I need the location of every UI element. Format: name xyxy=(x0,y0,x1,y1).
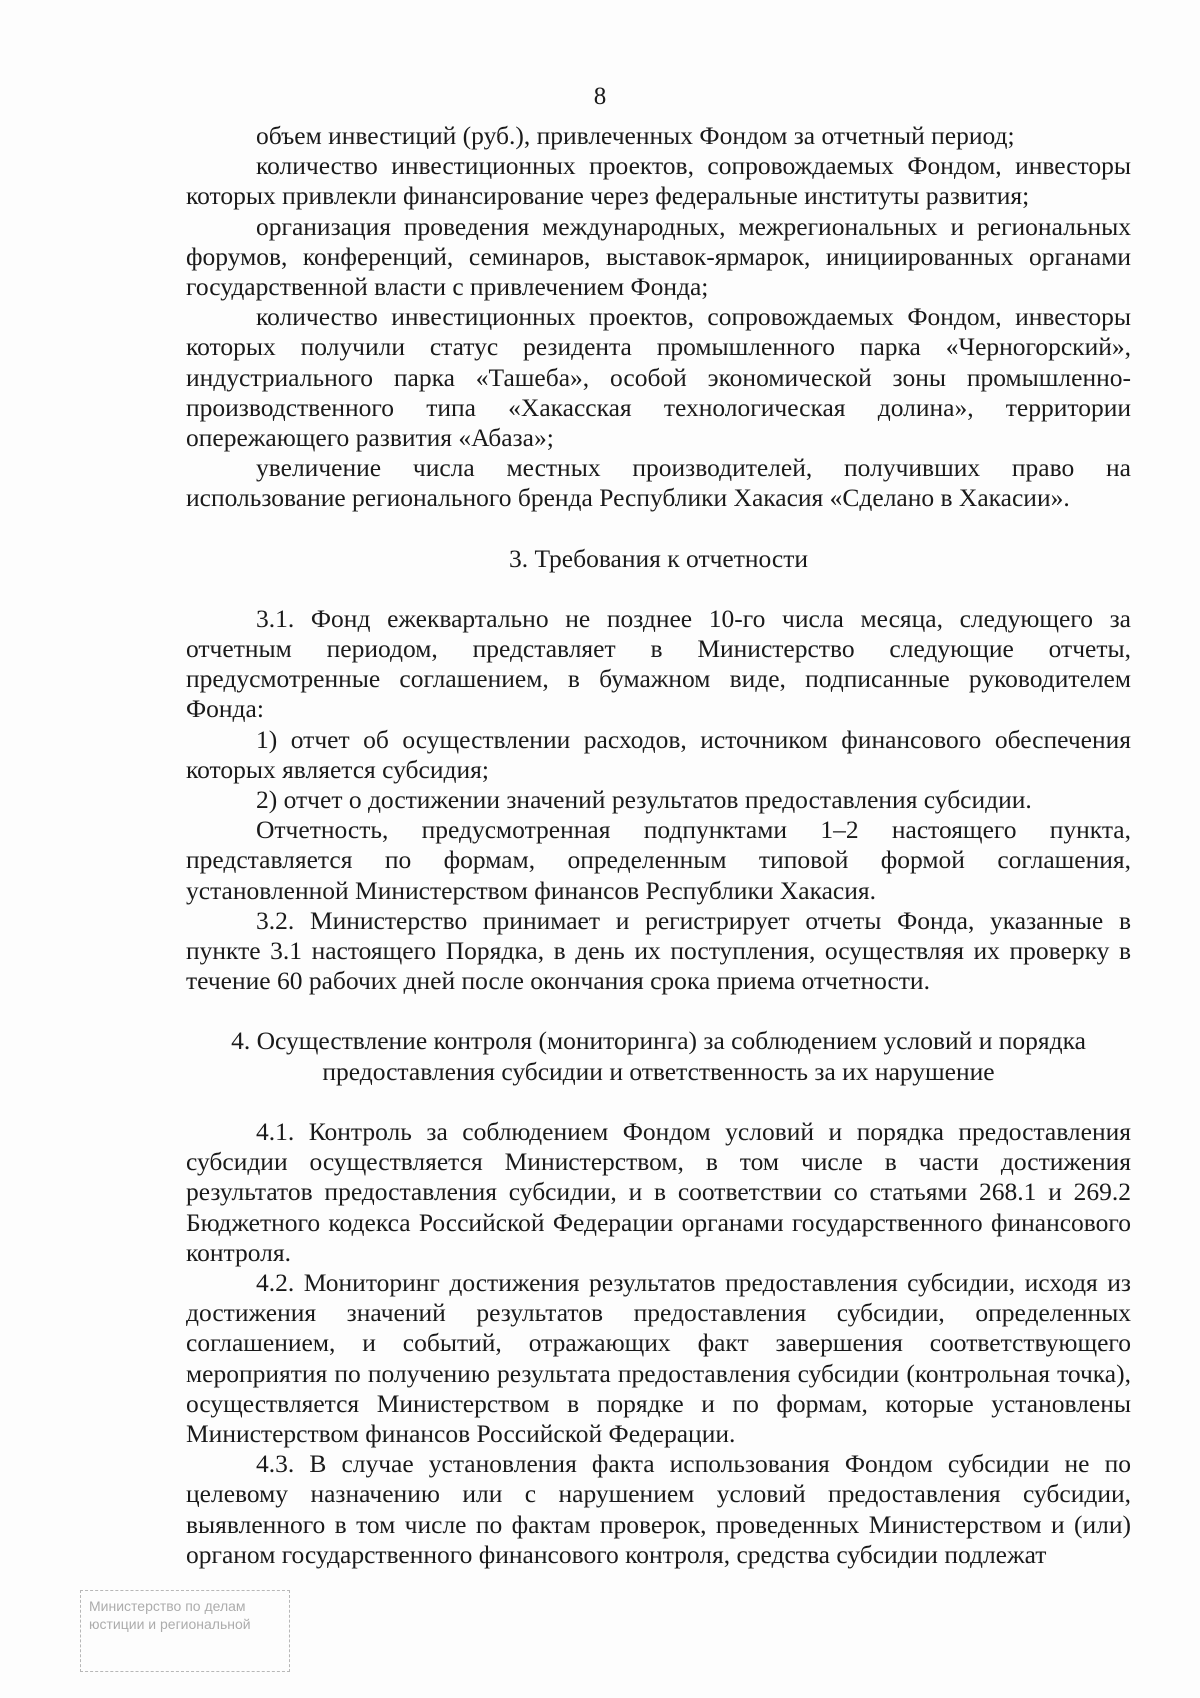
paragraph: объем инвестиций (руб.), привлеченных Фондом за отчетный период; xyxy=(256,121,1015,150)
paragraph: организация проведения международных, межрегиональных и региональных форумов, конференций, семинаров, выставок-ярмарок, инициированных органами государственной власти с привлечением Фонда; xyxy=(186,211,1131,302)
section-4-heading-line-1: 4. Осуществление контроля (мониторинга) за соблюдением условий и порядка xyxy=(231,1026,1086,1056)
paragraph: увеличение числа местных производителей, получивших право на использование регионального бренда Республики Хакасия «Сделано в Хакасии». xyxy=(186,453,1131,513)
paragraph-reporting: Отчетность, предусмотренная подпунктами 1–2 настоящего пункта, представляется по формам, определенным типовой формой соглашения, установленной Министерством финансов Республики Хакасия. xyxy=(186,815,1131,905)
document-body xyxy=(186,121,1131,1570)
section-3-heading: 3. Требования к отчетности xyxy=(508,543,809,573)
stamp-line-1: Министерство по делам xyxy=(89,1598,246,1614)
list-item-2: 2) отчет о достижении значений результатов предоставления субсидии. xyxy=(256,785,1032,815)
registration-stamp xyxy=(80,1590,290,1672)
paragraph-4-2: 4.2. Мониторинг достижения результатов предоставления субсидии, исходя из достижения значений результатов предоставления субсидии, определенных соглашением, и событий, отражающих факт завершения соответствующего мероприятия по получению результата предоставления субсидии (контрольная точка), осуществляется Министерством в порядке и по формам, которые установлены Министерством финансов Российской Федерации. xyxy=(186,1267,1131,1448)
paragraph-4-3: 4.3. В случае установления факта использования Фондом субсидии не по целевому назначению или с нарушением условий предоставления субсидии, выявленного в том числе по фактам проверок, проведенных Министерством и (или) органом государственного финансового контроля, средства субсидии подлежат xyxy=(186,1449,1131,1569)
section-4-heading-line-2: предоставления субсидии и ответственность за их нарушение xyxy=(322,1056,995,1086)
paragraph-3-1: 3.1. Фонд ежеквартально не позднее 10-го числа месяца, следующего за отчетным периодом, представляет в Министерство следующие отчеты, предусмотренные соглашением, в бумажном виде, подписанные руководителем Фонда: xyxy=(186,603,1131,724)
stamp-line-2: юстиции и региональной xyxy=(89,1616,251,1632)
page-number: 8 xyxy=(593,83,607,110)
paragraph-3-2: 3.2. Министерство принимает и регистрирует отчеты Фонда, указанные в пункте 3.1 настоящего Порядка, в день их поступления, осуществляя их проверку в течение 60 рабочих дней после окончания срока приема отчетности. xyxy=(186,905,1131,996)
paragraph: количество инвестиционных проектов, сопровождаемых Фондом, инвесторы которых получили статус резидента промышленного парка «Черногорский», индустриального парка «Ташеба», особой экономической зоны промышленно-производственного типа «Хакасская технологическая долина», территории опережающего развития «Абаза»; xyxy=(186,302,1131,453)
list-item-1: 1) отчет об осуществлении расходов, источником финансового обеспечения которых является субсидия; xyxy=(186,724,1131,784)
section-4-heading xyxy=(186,1026,1131,1086)
paragraph: количество инвестиционных проектов, сопровождаемых Фондом, инвесторы которых привлекли финансирование через федеральные институты развития; xyxy=(186,151,1131,211)
paragraph-4-1: 4.1. Контроль за соблюдением Фондом условий и порядка предоставления субсидии осуществляется Министерством, в том числе в части достижения результатов предоставления субсидии, и в соответствии со статьями 268.1 и 269.2 Бюджетного кодекса Российской Федерации органами государственного финансового контроля. xyxy=(186,1116,1131,1267)
